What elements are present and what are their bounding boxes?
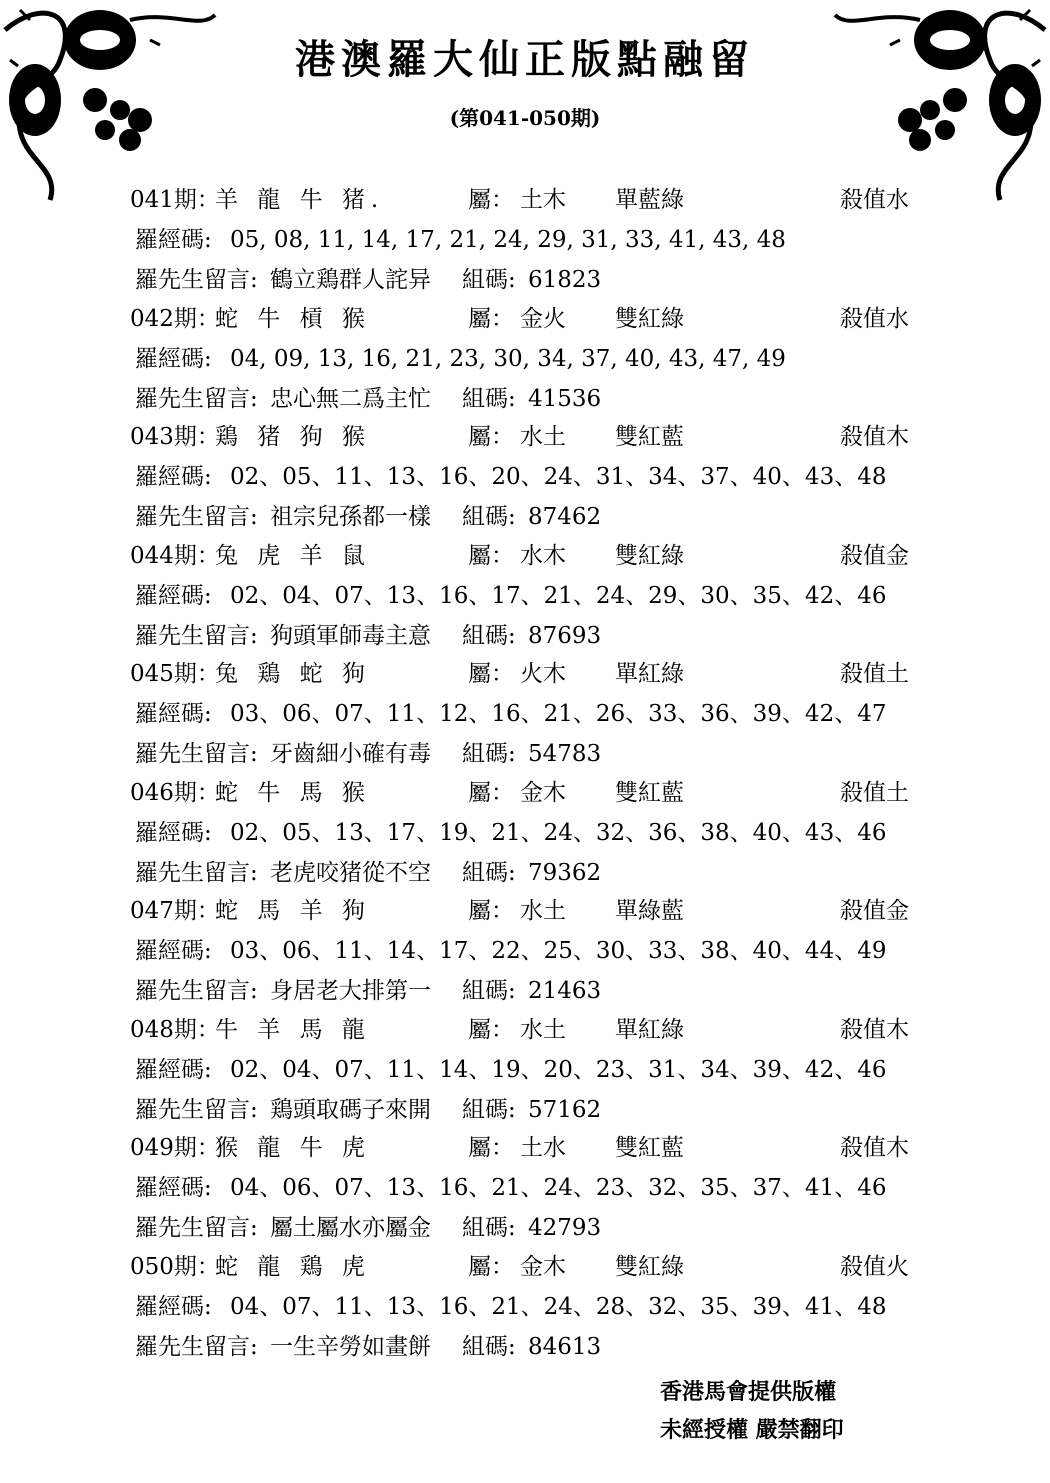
wave-color: 雙紅藍 [615,424,684,450]
period-number: 045期： [130,661,220,687]
codes-label: 羅經碼: [135,1293,212,1320]
period-header-row [0,1013,1050,1047]
message-label: 羅先生留言: [135,741,258,767]
wave-color: 雙紅藍 [615,779,684,806]
codes-label: 羅經碼: [135,582,212,609]
codes-values: 02、04、07、13、16、17、21、24、29、30、35、42、46 [230,582,887,609]
message-row [0,1093,1050,1127]
message-row [0,263,1050,297]
message-text: 一生辛勞如畫餅 [270,1333,431,1360]
page-title: 港澳羅大仙正版點融留 [295,36,755,83]
period-animals: 蛇 牛 馬 猴 [215,779,371,806]
codes-row [0,342,1050,376]
group-code: 54783 [528,741,602,767]
zodiac-element-prefix: 屬： [468,898,514,924]
period-header-row [0,420,1050,454]
group-label: 組碼: [462,978,516,1004]
group-code: 84613 [528,1333,602,1360]
group-label: 組碼: [462,1215,516,1241]
codes-label: 羅經碼: [135,464,212,490]
period-animals: 蛇 龍 鶏 虎 [215,1253,371,1280]
group-code: 42793 [528,1215,602,1241]
period-header-row [0,657,1050,691]
period-animals: 牛 羊 馬 龍 [215,1016,371,1043]
period-animals: 兔 虎 羊 鼠 [215,542,371,569]
message-label: 羅先生留言: [135,622,258,649]
message-text: 屬土屬水亦屬金 [270,1215,431,1241]
message-label: 羅先生留言: [135,267,258,293]
period-header-row [0,183,1050,217]
group-label: 組碼: [462,859,516,886]
zodiac-element-prefix: 屬： [468,1135,514,1161]
period-animals: 蛇 牛 槓 猴 [215,305,371,332]
message-text: 鶏頭取碼子來開 [270,1096,431,1123]
group-label: 組碼: [462,267,516,293]
period-header-row [0,1250,1050,1284]
period-header-row [0,302,1050,336]
zodiac-element-prefix: 屬： [468,779,514,806]
group-code: 79362 [528,859,602,886]
codes-label: 羅經碼: [135,701,212,727]
zodiac-element-prefix: 屬： [468,661,514,687]
message-row [0,1330,1050,1364]
codes-label: 羅經碼: [135,1175,212,1201]
group-label: 組碼: [462,741,516,767]
wave-color: 單藍綠 [615,187,684,213]
wave-color: 單紅綠 [615,1016,684,1043]
message-label: 羅先生留言: [135,859,258,886]
group-code: 61823 [528,267,602,293]
codes-row [0,934,1050,968]
codes-row [0,1171,1050,1205]
zodiac-element: 金木 [520,779,566,806]
kill-element: 殺值木 [840,1135,909,1161]
codes-values: 03、06、11、14、17、22、25、30、33、38、40、44、49 [230,938,887,964]
zodiac-element: 水木 [520,542,566,569]
message-text: 老虎咬猪從不空 [270,859,431,886]
zodiac-element-prefix: 屬： [468,305,514,332]
wave-color: 單紅綠 [615,661,684,687]
period-header-row [0,539,1050,573]
zodiac-element-prefix: 屬： [468,542,514,569]
codes-values: 02、04、07、11、14、19、20、23、31、34、39、42、46 [230,1056,887,1083]
wave-color: 雙紅綠 [615,1253,684,1280]
kill-element: 殺值金 [840,898,909,924]
period-number: 047期： [130,898,220,924]
codes-row [0,579,1050,613]
message-row [0,619,1050,653]
codes-values: 04、06、07、13、16、21、24、23、32、35、37、41、46 [230,1175,887,1201]
codes-label: 羅經碼: [135,1056,212,1083]
codes-values: 03、06、07、11、12、16、21、26、33、36、39、42、47 [230,701,887,727]
period-animals: 羊 龍 牛 猪. [215,187,385,213]
message-label: 羅先生留言: [135,978,258,1004]
period-header-row [0,1131,1050,1165]
period-header-row [0,776,1050,810]
period-number: 050期： [130,1253,220,1280]
message-text: 忠心無二爲主忙 [270,385,431,412]
zodiac-element: 土水 [520,1135,566,1161]
message-text: 鶴立鶏群人詫异 [270,267,431,293]
group-label: 組碼: [462,385,516,412]
codes-label: 羅經碼: [135,227,212,253]
period-number: 041期： [130,187,220,213]
page-subtitle: (第041-050期) [449,106,601,130]
message-label: 羅先生留言: [135,1096,258,1123]
codes-row [0,816,1050,850]
codes-values: 02、05、11、13、16、20、24、31、34、37、40、43、48 [230,464,887,490]
codes-row [0,697,1050,731]
message-text: 牙齒細小確有毒 [270,741,431,767]
message-text: 狗頭軍師毒主意 [270,622,431,649]
kill-element: 殺值木 [840,424,909,450]
codes-row [0,1053,1050,1087]
group-label: 組碼: [462,622,516,649]
wave-color: 雙紅藍 [615,1135,684,1161]
group-code: 41536 [528,385,602,412]
kill-element: 殺值水 [840,187,909,213]
group-code: 87462 [528,504,602,530]
footer-copyright: 香港馬會提供版權 [660,1379,837,1405]
kill-element: 殺值水 [840,305,909,332]
group-code: 21463 [528,978,602,1004]
message-text: 身居老大排第一 [270,978,431,1004]
zodiac-element: 金火 [520,305,566,332]
kill-element: 殺值土 [840,661,909,687]
codes-row [0,223,1050,257]
zodiac-element: 火木 [520,661,566,687]
codes-values: 04、07、11、13、16、21、24、28、32、35、39、41、48 [230,1293,887,1320]
message-label: 羅先生留言: [135,1215,258,1241]
message-row [0,974,1050,1008]
group-code: 87693 [528,622,602,649]
message-row [0,382,1050,416]
zodiac-element-prefix: 屬： [468,424,514,450]
period-number: 044期： [130,542,220,569]
group-code: 57162 [528,1096,602,1123]
period-header-row [0,894,1050,928]
zodiac-element: 金木 [520,1253,566,1280]
footer-notice: 未經授權 嚴禁翻印 [660,1417,844,1443]
codes-values: 02、05、13、17、19、21、24、32、36、38、40、43、46 [230,819,887,846]
codes-row [0,460,1050,494]
zodiac-element-prefix: 屬： [468,1016,514,1043]
period-number: 048期： [130,1016,220,1043]
message-row [0,856,1050,890]
message-row [0,1211,1050,1245]
period-number: 043期： [130,424,220,450]
period-number: 042期： [130,305,220,332]
period-animals: 鶏 猪 狗 猴 [215,424,371,450]
wave-color: 雙紅綠 [615,305,684,332]
zodiac-element-prefix: 屬： [468,187,514,213]
group-label: 組碼: [462,1096,516,1123]
codes-label: 羅經碼: [135,345,212,372]
zodiac-element-prefix: 屬： [468,1253,514,1280]
kill-element: 殺值土 [840,779,909,806]
wave-color: 雙紅綠 [615,542,684,569]
period-animals: 蛇 馬 羊 狗 [215,898,371,924]
kill-element: 殺值木 [840,1016,909,1043]
message-label: 羅先生留言: [135,385,258,412]
zodiac-element: 土木 [520,187,566,213]
message-text: 祖宗兒孫都一樣 [270,504,431,530]
codes-row [0,1290,1050,1324]
group-label: 組碼: [462,1333,516,1360]
group-label: 組碼: [462,504,516,530]
zodiac-element: 水土 [520,424,566,450]
period-animals: 猴 龍 牛 虎 [215,1135,371,1161]
codes-values: 05, 08, 11, 14, 17, 21, 24, 29, 31, 33, 41, 43, 48 [230,227,786,253]
codes-label: 羅經碼: [135,819,212,846]
message-label: 羅先生留言: [135,1333,258,1360]
period-number: 049期： [130,1135,220,1161]
codes-values: 04, 09, 13, 16, 21, 23, 30, 34, 37, 40, 43, 47, 49 [230,345,786,372]
wave-color: 單綠藍 [615,898,684,924]
kill-element: 殺值金 [840,542,909,569]
zodiac-element: 水土 [520,1016,566,1043]
message-label: 羅先生留言: [135,504,258,530]
period-number: 046期： [130,779,220,806]
message-row [0,737,1050,771]
zodiac-element: 水土 [520,898,566,924]
message-row [0,500,1050,534]
codes-label: 羅經碼: [135,938,212,964]
kill-element: 殺值火 [840,1253,909,1280]
period-animals: 兔 鶏 蛇 狗 [215,661,371,687]
